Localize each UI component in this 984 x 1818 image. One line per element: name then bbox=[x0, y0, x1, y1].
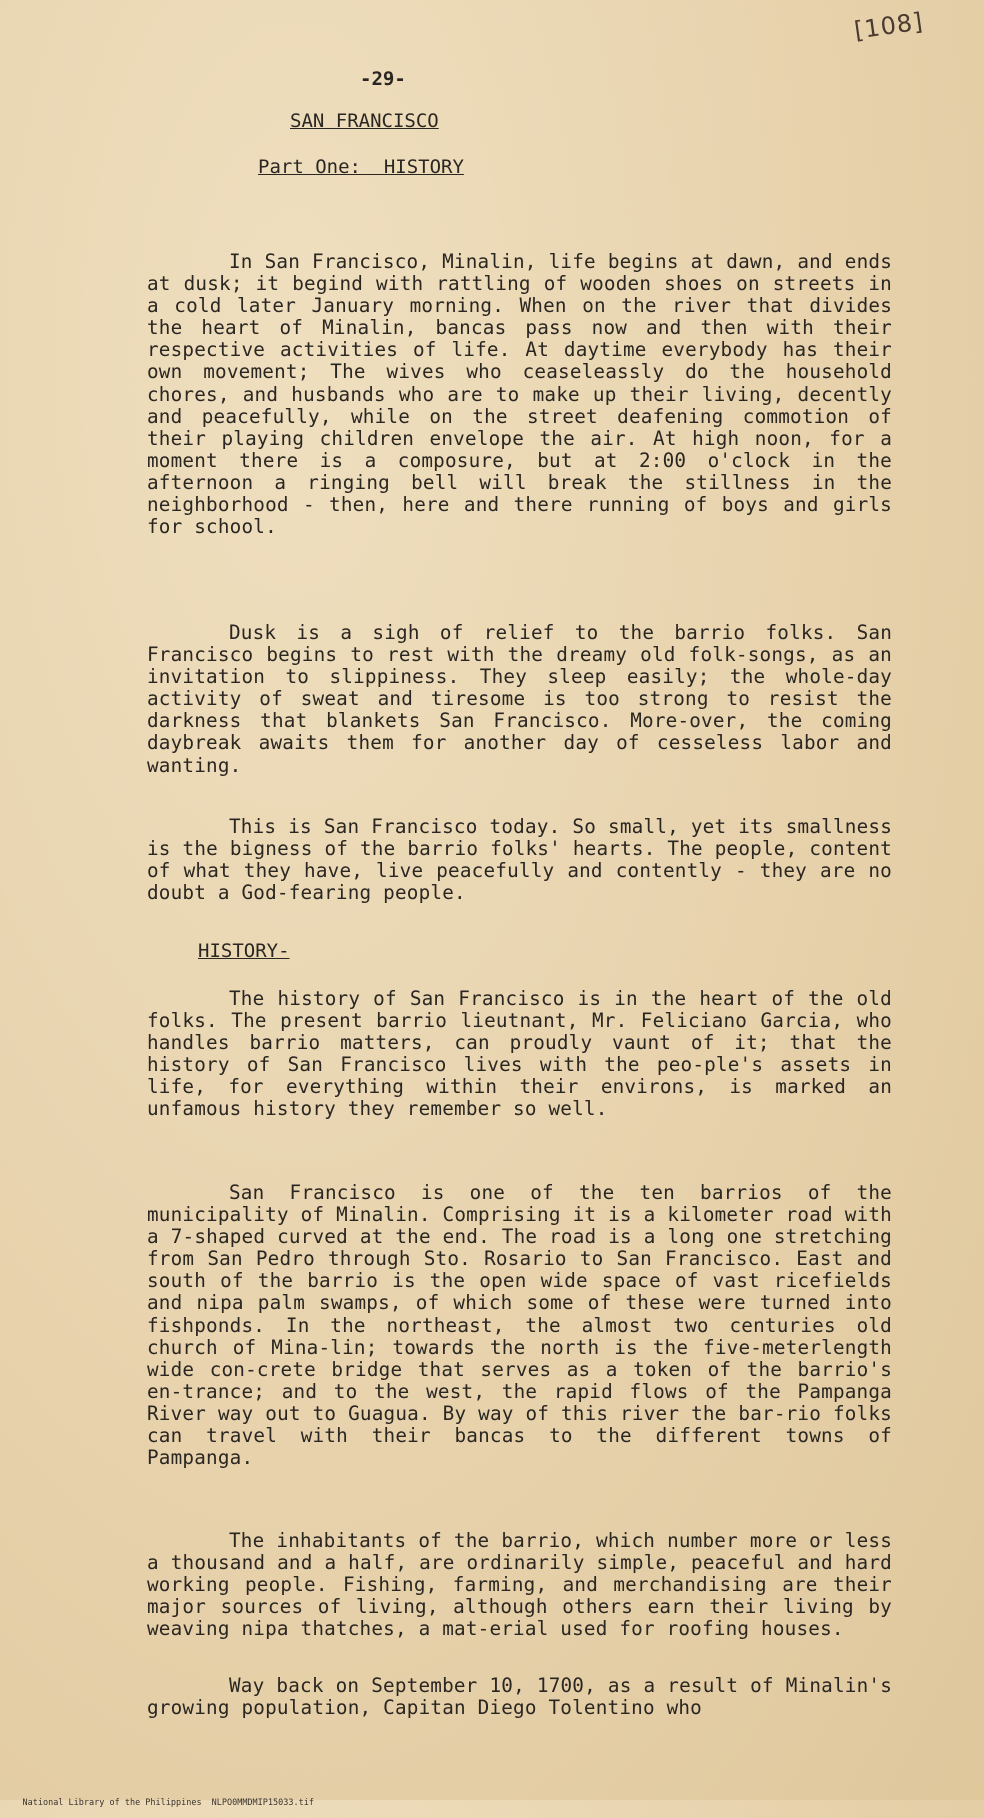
handwritten-annotation: [108] bbox=[852, 7, 926, 45]
scan-footer bbox=[2, 1788, 324, 1818]
history-paragraph-2: San Francisco is one of the ten barrios of the municipality of Minalin. Comprising it is a kilometer road with a 7-shaped curved at the end. The road is a long one stretching from San Pedro through Sto. Rosario to San Francisco. East and south of the barrio is the open wide space of vast ricefields and nipa palm swamps, of which some of these were turned into fishponds. In the northeast, the almost two centuries old church of Mina-lin; towards the north is the five-meterlength wide con-crete bridge that serves as a token of the barrio's en-trance; and to the west, the rapid flows of the Pampanga River way out to Guagua. By way of this river the bar-rio folks can travel with their bancas to the different towns of Pampanga. bbox=[147, 1181, 892, 1470]
footer-file: NLPO0MMDMIP15033.tif bbox=[211, 1798, 314, 1808]
history-paragraph-4: Way back on September 10, 1700, as a result of Minalin's growing population, Capitan Diego Tolentino who bbox=[147, 1674, 892, 1720]
page-number: -29- bbox=[360, 68, 406, 90]
document-title: SAN FRANCISCO bbox=[290, 110, 439, 132]
section-heading: HISTORY- bbox=[198, 940, 290, 962]
footer-library: National Library of the Philippines bbox=[22, 1798, 202, 1808]
intro-paragraph-2: Dusk is a sigh of relief to the barrio folks. San Francisco begins to rest with the dreamy old folk-songs, as an invitation to slippiness. They sleep easily; the whole-day activity of sweat and tiresome is too strong to resist the darkness that blankets San Francisco. More-over, the coming daybreak awaits them for another day of cesseless labor and wanting. bbox=[147, 621, 892, 777]
document-subtitle: Part One: HISTORY bbox=[258, 156, 464, 178]
intro-paragraph-3: This is San Francisco today. So small, yet its smallness is the bigness of the barrio folks' hearts. The people, content of what they have, live peacefully and contently - they are no doubt a God-fearing people. bbox=[147, 815, 892, 905]
history-paragraph-3: The inhabitants of the barrio, which number more or less a thousand and a half, are ordinarily simple, peaceful and hard working people. Fishing, farming, and merchandising are their major sources of living, although others earn their living by weaving nipa thatches, a mat-erial used for roofing houses. bbox=[147, 1529, 892, 1641]
history-paragraph-1: The history of San Francisco is in the heart of the old folks. The present barrio lieutnant, Mr. Feliciano Garcia, who handles barrio matters, can proudly vaunt of it; that the history of San Francisco lives with the peo-ple's assets in life, for everything within their environs, is marked an unfamous history they remember so well. bbox=[147, 987, 892, 1121]
intro-paragraph-1: In San Francisco, Minalin, life begins at dawn, and ends at dusk; it begind with rattling of wooden shoes on streets in a cold later January morning. When on the river that divides the heart of Minalin, bancas pass now and then with their respective activities of life. At daytime everybody has their own movement; The wives who ceaseleassly do the household chores, and husbands who are to make up their living, decently and peacefully, while on the street deafening commotion of their playing children envelope the air. At high noon, for a moment there is a composure, but at 2:00 o'clock in the afternoon a ringing bell will break the stillness in the neighborhood - then, here and there running of boys and girls for school. bbox=[147, 250, 892, 539]
